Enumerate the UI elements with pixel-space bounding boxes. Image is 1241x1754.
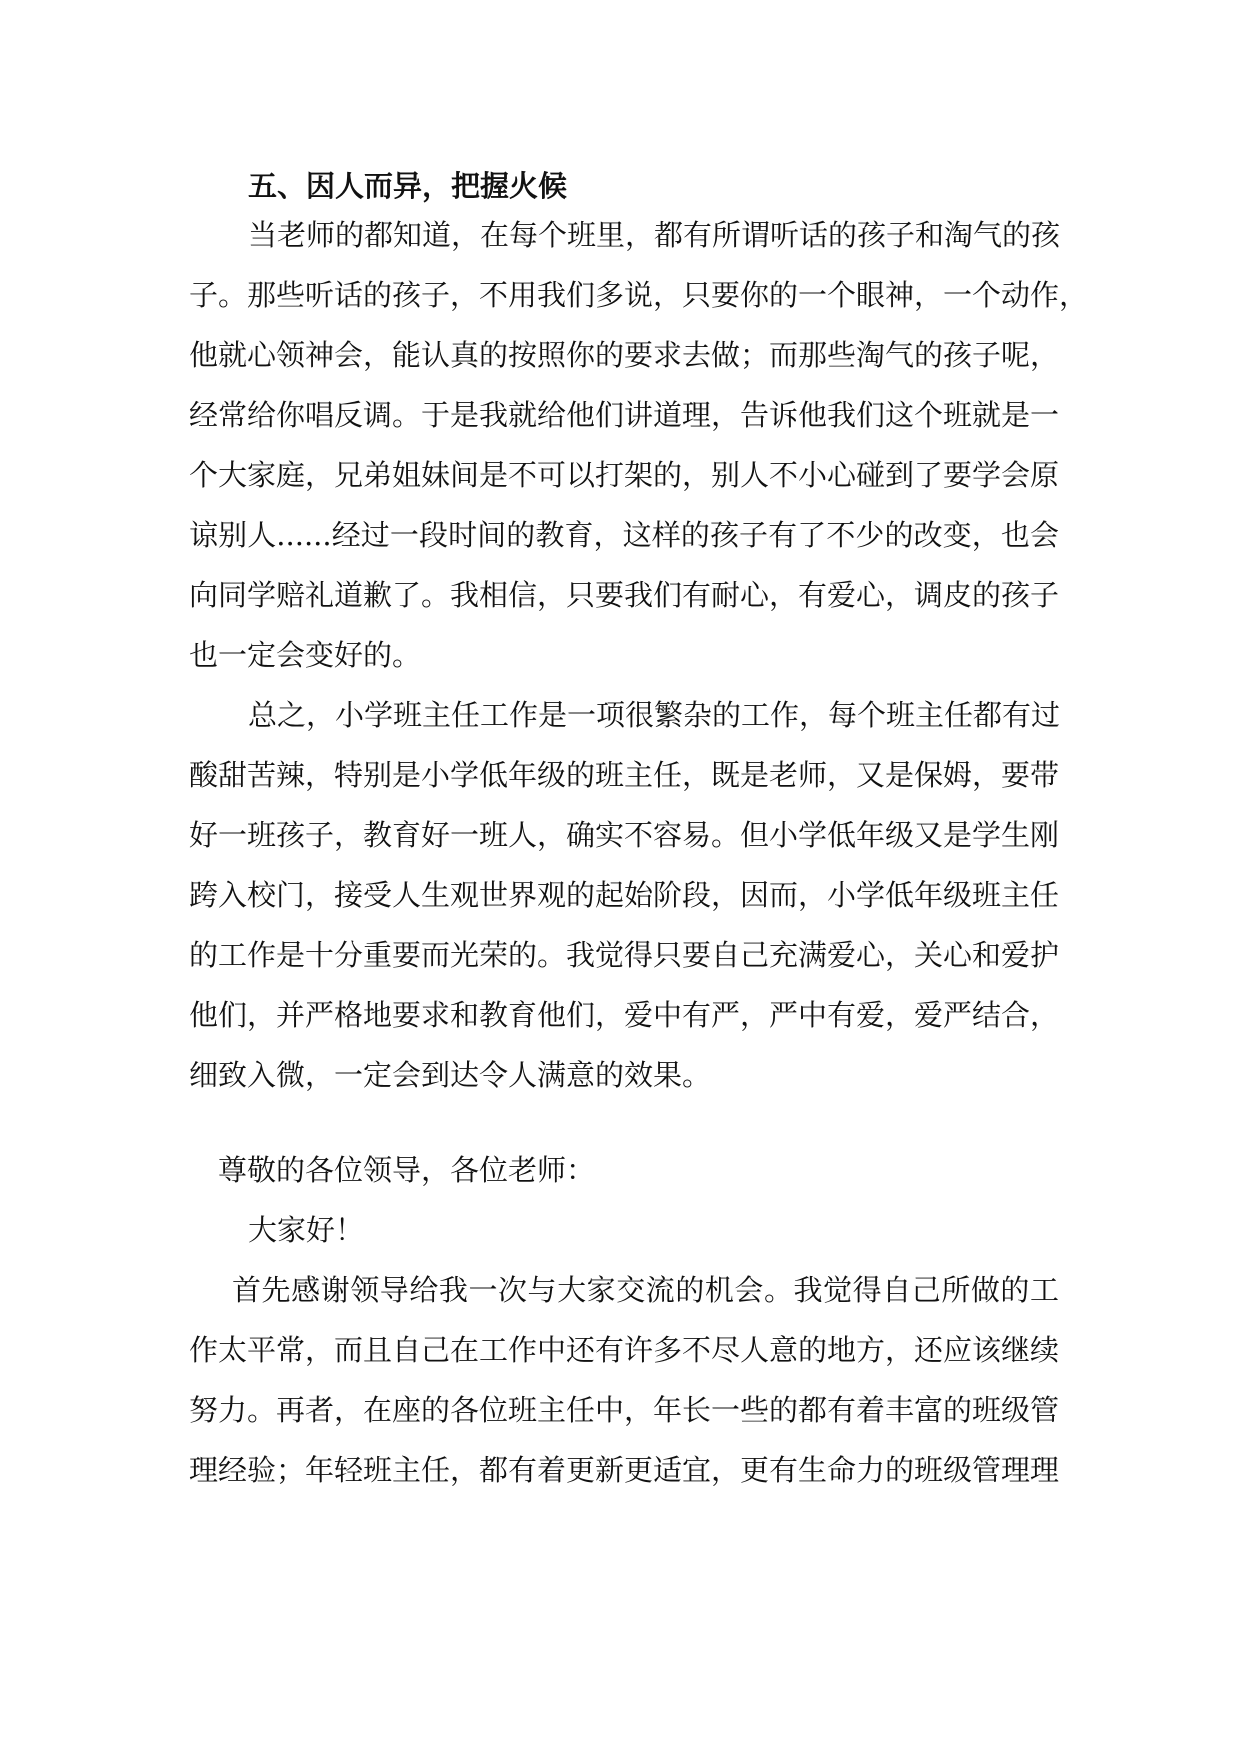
paragraph-line: 首先感谢领导给我一次与大家交流的机会。我觉得自己所做的工 <box>232 1273 1059 1307</box>
paragraph-line: 他们，并严格地要求和教育他们，爱中有严，严中有爱，爱严结合， <box>189 998 1060 1032</box>
paragraph-line: 努力。再者，在座的各位班主任中，年长一些的都有着丰富的班级管 <box>189 1393 1060 1427</box>
paragraph-line: 好一班孩子，教育好一班人，确实不容易。但小学低年级又是学生刚 <box>189 818 1060 852</box>
paragraph-line: 总之，小学班主任工作是一项很繁杂的工作，每个班主任都有过 <box>248 698 1061 732</box>
paragraph-line: 跨入校门，接受人生观世界观的起始阶段，因而，小学低年级班主任 <box>189 878 1060 912</box>
section-heading: 五、因人而异，把握火候 <box>248 169 568 203</box>
paragraph-line: 理经验；年轻班主任，都有着更新更适宜，更有生命力的班级管理理 <box>189 1453 1060 1487</box>
paragraph-line: 向同学赔礼道歉了。我相信，只要我们有耐心，有爱心，调皮的孩子 <box>189 578 1060 612</box>
paragraph-line: 个大家庭，兄弟姐妹间是不可以打架的，别人不小心碰到了要学会原 <box>189 458 1060 492</box>
paragraph-line: 他就心领神会，能认真的按照你的要求去做；而那些淘气的孩子呢， <box>189 338 1060 372</box>
paragraph-line: 当老师的都知道，在每个班里，都有所谓听话的孩子和淘气的孩 <box>248 218 1061 252</box>
paragraph-line: 也一定会变好的。 <box>189 638 422 672</box>
paragraph-line: 谅别人......经过一段时间的教育，这样的孩子有了不少的改变，也会 <box>189 518 1059 552</box>
paragraph-line: 酸甜苦辣，特别是小学低年级的班主任，既是老师，又是保姆，要带 <box>189 758 1060 792</box>
paragraph-line: 细致入微，一定会到达令人满意的效果。 <box>189 1058 712 1092</box>
paragraph-line: 经常给你唱反调。于是我就给他们讲道理，告诉他我们这个班就是一 <box>189 398 1060 432</box>
paragraph-line: 的工作是十分重要而光荣的。我觉得只要自己充满爱心，关心和爱护 <box>189 938 1060 972</box>
greeting: 大家好！ <box>248 1213 365 1247</box>
paragraph-line: 作太平常，而且自己在工作中还有许多不尽人意的地方，还应该继续 <box>189 1333 1060 1367</box>
salutation: 尊敬的各位领导，各位老师： <box>218 1153 596 1187</box>
paragraph-line: 子。那些听话的孩子，不用我们多说，只要你的一个眼神，一个动作， <box>189 278 1089 312</box>
